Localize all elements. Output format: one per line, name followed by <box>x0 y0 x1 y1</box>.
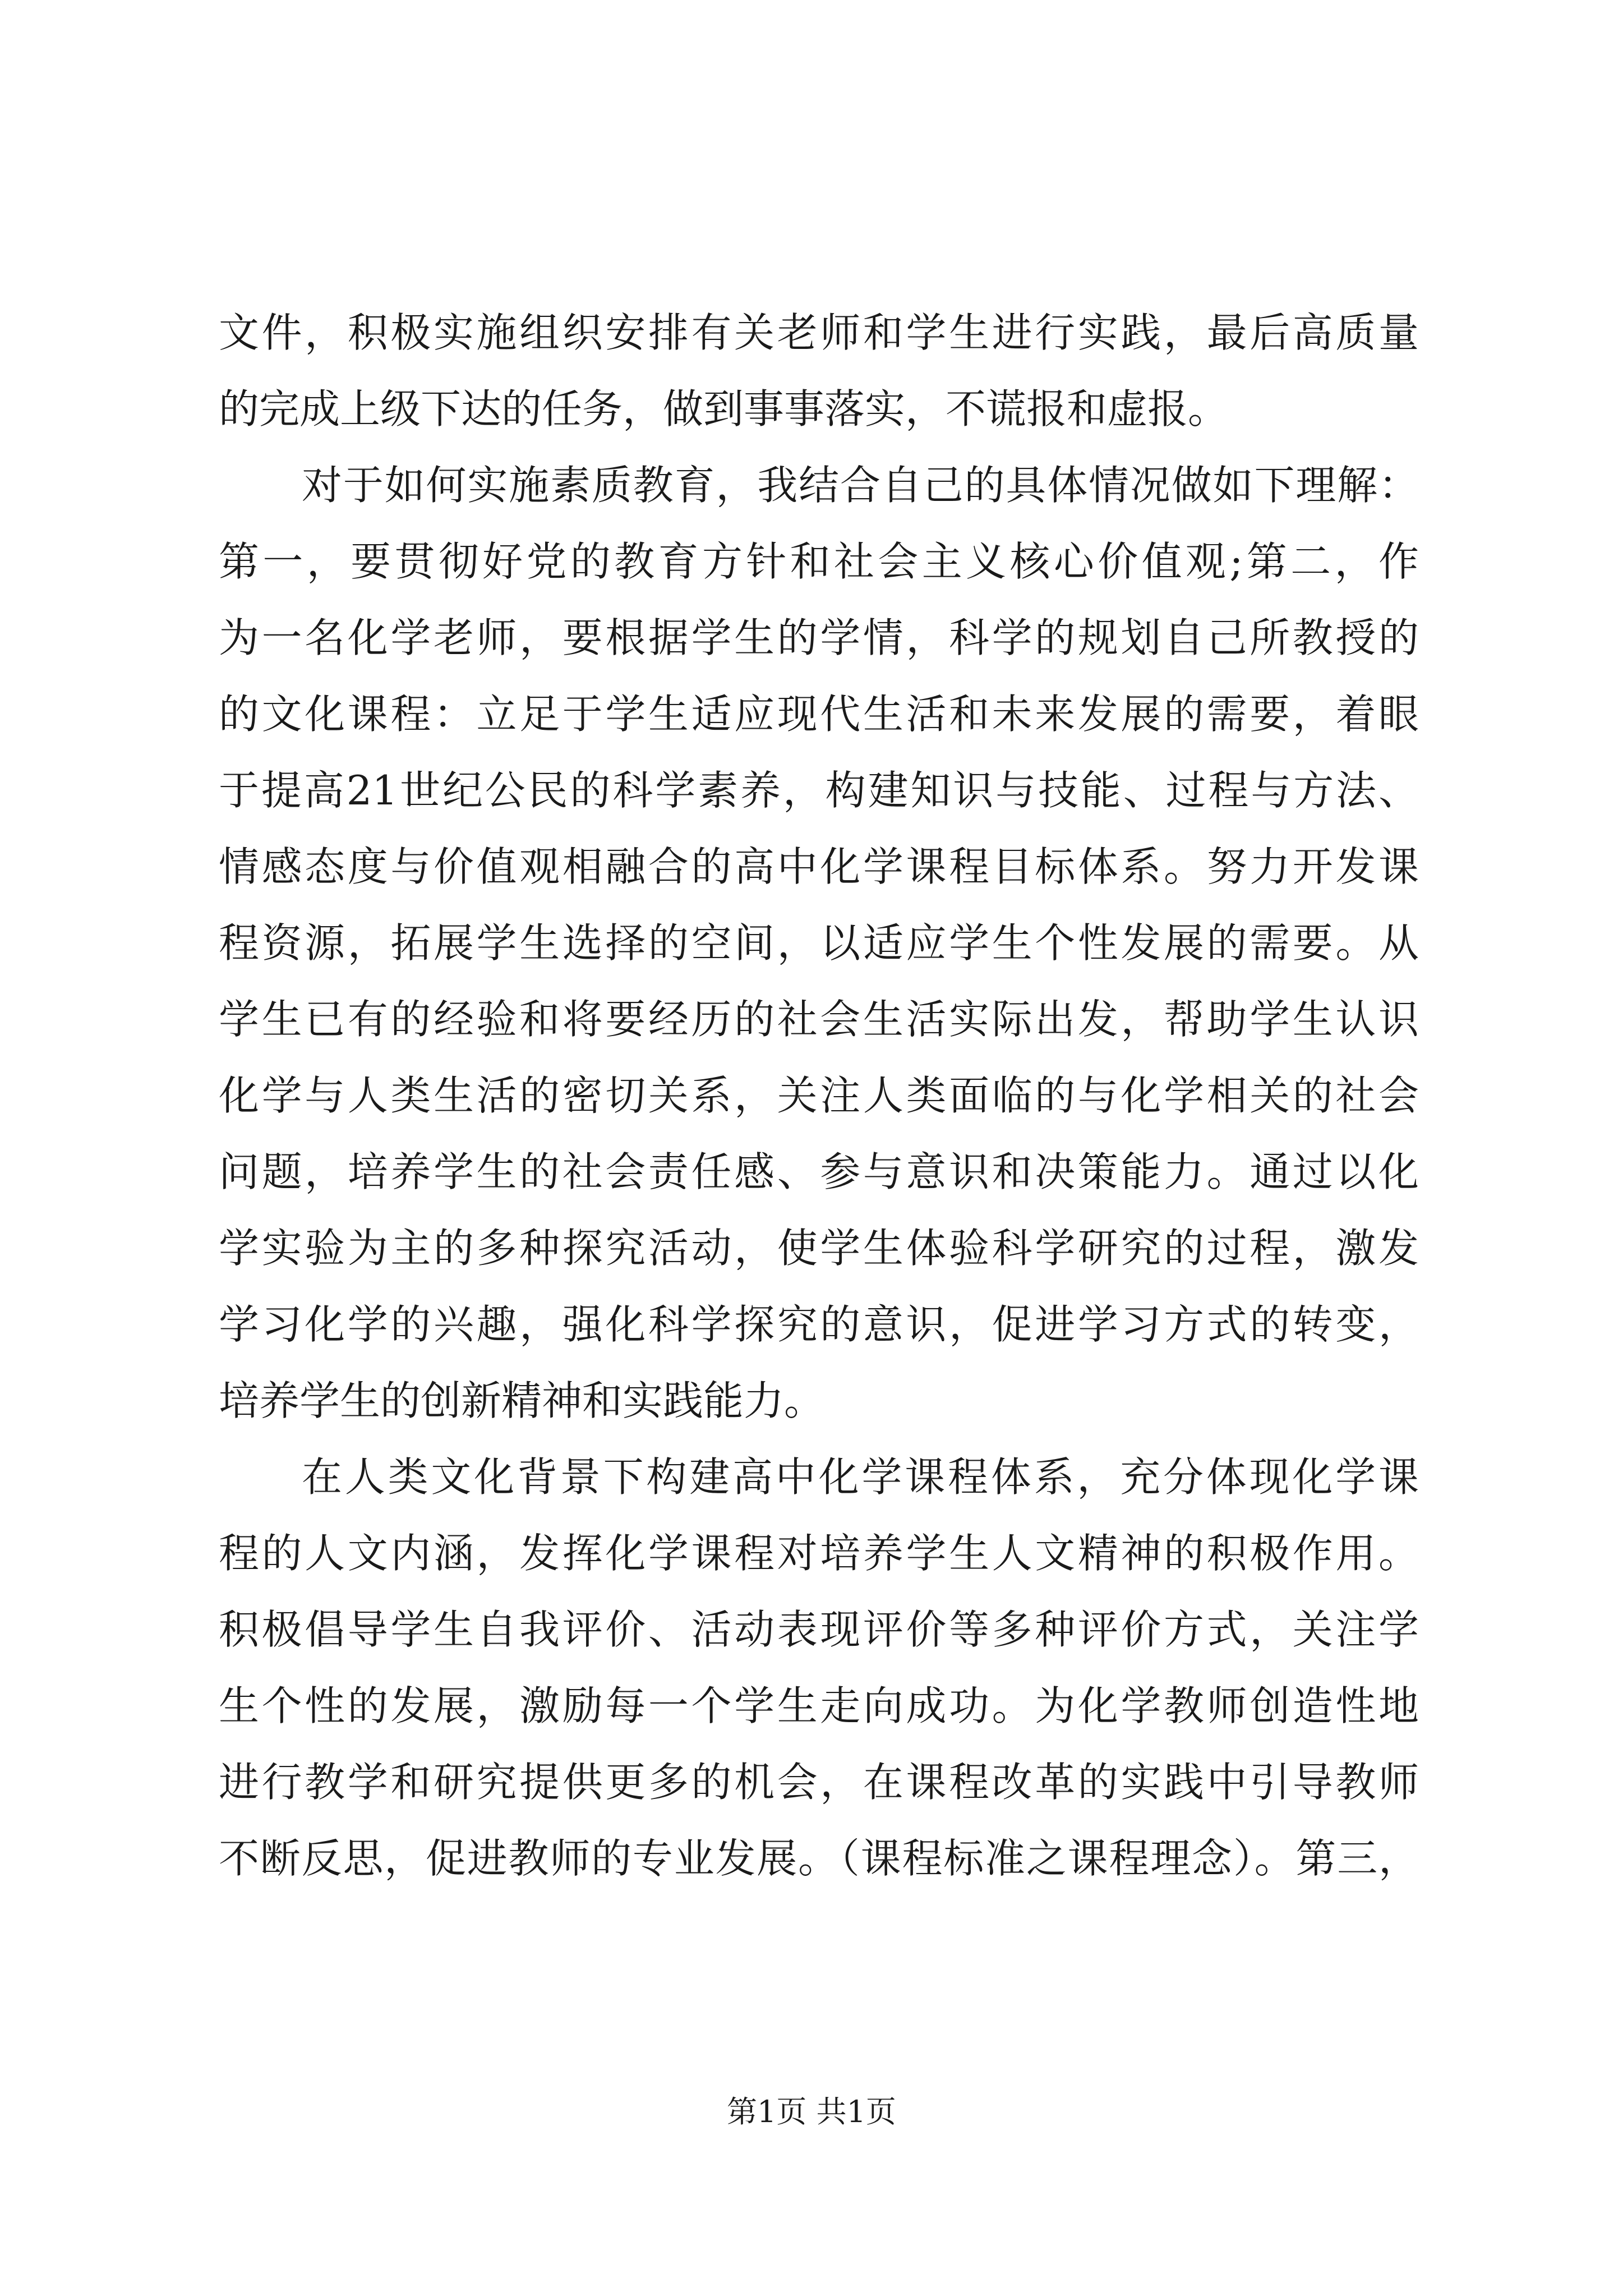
text-line: 学习化学的兴趣，强化科学探究的意识，促进学习方式的转变， <box>219 1301 1419 1348</box>
text-line: 生个性的发展，激励每一个学生走向成功。为化学教师创造性地 <box>219 1682 1419 1729</box>
text-line: 程资源，拓展学生选择的空间，以适应学生个性发展的需要。从 <box>219 919 1419 967</box>
paragraph-first-line: 对于如何实施素质教育，我结合自己的具体情况做如下理解： <box>302 462 1419 509</box>
paragraph-first-line: 在人类文化背景下构建高中化学课程体系，充分体现化学课 <box>302 1453 1419 1501</box>
text-line: 第一，要贯彻好党的教育方针和社会主义核心价值观;第二，作 <box>219 538 1419 585</box>
text-line: 问题，培养学生的社会责任感、参与意识和决策能力。通过以化 <box>219 1148 1419 1195</box>
page-footer: 第1页 共1页 <box>727 2094 896 2129</box>
text-line: 学实验为主的多种探究活动，使学生体验科学研究的过程，激发 <box>219 1225 1419 1272</box>
text-line: 进行教学和研究提供更多的机会，在课程改革的实践中引导教师 <box>219 1759 1419 1806</box>
text-line: 的完成上级下达的任务，做到事事落实，不谎报和虚报。 <box>219 385 1229 432</box>
document-body <box>219 295 1419 1897</box>
text-line: 学生已有的经验和将要经历的社会生活实际出发，帮助学生认识 <box>219 996 1419 1043</box>
text-line: 不断反思，促进教师的专业发展。（课程标准之课程理念）。第三， <box>219 1835 1419 1882</box>
text-line: 文件，积极实施组织安排有关老师和学生进行实践，最后高质量 <box>219 309 1419 356</box>
text-line: 程的人文内涵，发挥化学课程对培养学生人文精神的积极作用。 <box>219 1530 1419 1577</box>
text-line: 情感态度与价值观相融合的高中化学课程目标体系。努力开发课 <box>219 843 1419 890</box>
text-line: 培养学生的创新精神和实践能力。 <box>219 1377 825 1424</box>
text-line: 于提高21世纪公民的科学素养，构建知识与技能、过程与方法、 <box>219 767 1419 814</box>
text-line: 的文化课程：立足于学生适应现代生活和未来发展的需要，着眼 <box>219 691 1419 738</box>
text-line: 为一名化学老师，要根据学生的学情，科学的规划自己所教授的 <box>219 614 1419 661</box>
text-line: 积极倡导学生自我评价、活动表现评价等多种评价方式，关注学 <box>219 1606 1419 1653</box>
text-line: 化学与人类生活的密切关系，关注人类面临的与化学相关的社会 <box>219 1072 1419 1119</box>
